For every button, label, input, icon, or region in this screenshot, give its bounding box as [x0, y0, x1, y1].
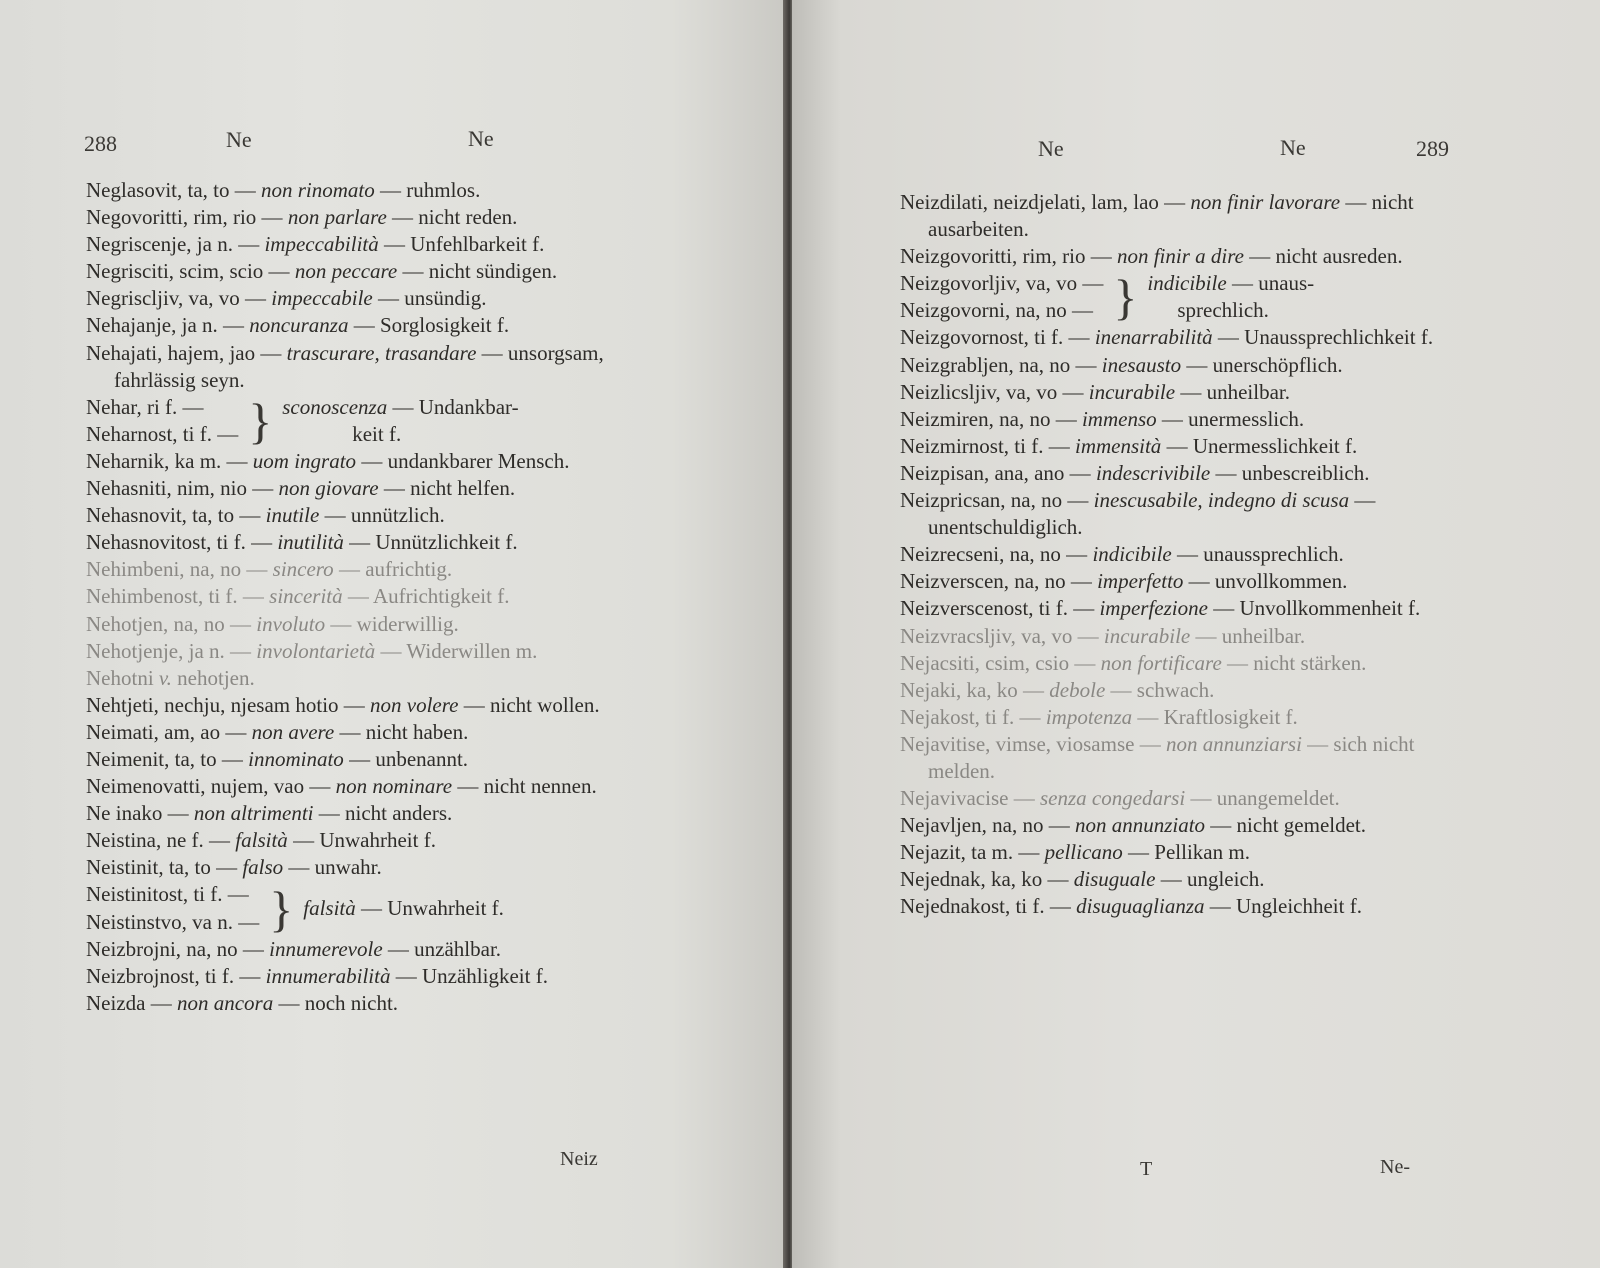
italian-gloss: sincerità — [269, 584, 343, 609]
running-head-right: Ne — [1280, 135, 1306, 160]
italian-gloss: incurabile — [1088, 379, 1176, 404]
italian-gloss: immenso — [1081, 406, 1157, 431]
dictionary-entry — [86, 448, 660, 475]
german-gloss: — unentschuldiglich. — [928, 488, 1376, 540]
dictionary-entry — [900, 324, 1480, 351]
german-gloss: — Sorglosigkeit f. — [353, 313, 510, 338]
entry-headword: Neizverscenost, ti f. — — [900, 596, 1095, 621]
dictionary-entries — [900, 189, 1480, 921]
dictionary-entry — [900, 785, 1480, 812]
brace-icon: } — [269, 880, 294, 937]
entry-headword: Nehotni — [86, 665, 154, 690]
dictionary-entry — [86, 583, 660, 610]
german-gloss: — Undankbar- — [392, 394, 519, 419]
entry-headword: Neimati, am, ao — — [86, 719, 247, 744]
italian-gloss: inesausto — [1101, 352, 1182, 377]
italian-gloss: uom ingrato — [252, 448, 357, 473]
entry-headword: Neharnost, ti f. — — [86, 421, 239, 446]
german-gloss: — Unermesslichkeit f. — [1166, 433, 1358, 458]
german-gloss: — nicht haben. — [339, 719, 469, 744]
italian-gloss: senza congedarsi — [1039, 786, 1186, 811]
entry-headword: Nehimbeni, na, no — — [86, 557, 268, 582]
dictionary-entry — [86, 665, 660, 692]
entry-headword: Negriscenje, ja n. — — [86, 232, 260, 257]
german-gloss: — widerwillig. — [330, 611, 459, 636]
italian-gloss: falso — [242, 855, 284, 880]
running-head-left: Ne — [226, 127, 252, 152]
italian-gloss: impotenza — [1045, 704, 1133, 729]
page-number: 289 — [1416, 136, 1449, 161]
german-gloss: — unerschöpflich. — [1186, 352, 1343, 377]
italian-gloss: impeccabilità — [264, 232, 379, 257]
italian-gloss: trascurare, trasandare — [286, 340, 477, 365]
left-page — [0, 0, 790, 1268]
italian-gloss: inenarrabilità — [1094, 325, 1213, 350]
entry-headword: Neizbrojnost, ti f. — — [86, 963, 261, 988]
dictionary-entry — [86, 746, 660, 773]
german-gloss: — Unvollkommenheit f. — [1213, 596, 1421, 621]
dictionary-entry — [86, 827, 660, 854]
entry-headword: Nehasniti, nim, nio — — [86, 476, 274, 501]
dictionary-entry — [86, 529, 660, 556]
dictionary-entry — [86, 285, 660, 312]
dictionary-entry — [86, 177, 660, 204]
italian-gloss: sincero — [272, 557, 334, 582]
dictionary-entry — [86, 963, 660, 990]
dictionary-entry — [900, 433, 1480, 460]
running-head-left: Ne — [1038, 136, 1064, 161]
german-gloss: — nicht gemeldet. — [1210, 813, 1367, 838]
italian-gloss: non annunziato — [1074, 813, 1206, 838]
german-gloss: — Widerwillen m. — [380, 638, 538, 663]
running-head-right: Ne — [468, 126, 494, 151]
entry-group-bracketed — [86, 881, 660, 935]
german-gloss: — schwach. — [1110, 677, 1215, 702]
italian-gloss: non annunziarsi — [1165, 731, 1302, 756]
dictionary-entry — [86, 475, 660, 502]
italian-gloss: disuguale — [1073, 867, 1156, 892]
entry-headword: Nehasnovitost, ti f. — — [86, 530, 273, 555]
italian-gloss: sconoscenza — [282, 394, 388, 419]
entry-headword: Nehajanje, ja n. — — [86, 313, 245, 338]
italian-gloss: pellicano — [1044, 840, 1123, 865]
german-gloss: — unheilbar. — [1180, 379, 1290, 404]
entry-headword: Nehotjen, na, no — — [86, 611, 252, 636]
entry-headword: Neizbrojni, na, no — — [86, 936, 264, 961]
dictionary-entry — [900, 623, 1480, 650]
german-gloss: — nicht nennen. — [457, 774, 597, 799]
italian-gloss: involontarietà — [256, 638, 376, 663]
dictionary-entry — [86, 502, 660, 529]
dictionary-entry — [86, 719, 660, 746]
dictionary-entry — [86, 611, 660, 638]
entry-headword: Nejednak, ka, ko — — [900, 867, 1069, 892]
german-gloss: — unnützlich. — [324, 503, 445, 528]
entry-headword: Neharnik, ka m. — — [86, 448, 248, 473]
entry-headword: Neizpricsan, na, no — — [900, 488, 1089, 513]
italian-gloss: indescrivibile — [1095, 460, 1211, 485]
italian-gloss: inutilità — [277, 530, 344, 555]
catchword: Ne- — [1380, 1156, 1410, 1178]
german-gloss: — nicht anders. — [318, 801, 453, 826]
page-number: 288 — [84, 131, 117, 156]
dictionary-entry — [86, 692, 660, 719]
dictionary-entry — [86, 231, 660, 258]
right-page — [792, 0, 1600, 1268]
german-gloss: — unsündig. — [377, 286, 487, 311]
german-gloss: — unwahr. — [288, 855, 382, 880]
german-gloss: — aufrichtig. — [338, 557, 453, 582]
italian-gloss: involuto — [256, 611, 326, 636]
german-gloss: sprechlich. — [1177, 298, 1269, 323]
german-gloss: — unsorgsam, fahrlässig seyn. — [114, 340, 604, 392]
dictionary-entry — [86, 854, 660, 881]
dictionary-entry — [900, 866, 1480, 893]
entry-headword: Nehajati, hajem, jao — — [86, 340, 282, 365]
entry-headword: Neizmiren, na, no — — [900, 406, 1077, 431]
italian-gloss: inutile — [265, 503, 320, 528]
entry-headword: Neizvracsljiv, va, vo — — [900, 623, 1099, 648]
entry-headword: Nejavljen, na, no — — [900, 813, 1070, 838]
italian-gloss: falsità — [303, 895, 356, 920]
catchword: Neiz — [560, 1148, 598, 1170]
german-gloss: — Unaussprechlichkeit f. — [1217, 325, 1434, 350]
german-gloss: — unbenannt. — [349, 746, 469, 771]
entry-headword: Neistinstvo, va n. — — [86, 909, 260, 934]
entry-headword: Negriscljiv, va, vo — — [86, 286, 267, 311]
italian-gloss: non avere — [251, 719, 335, 744]
german-gloss: keit f. — [352, 421, 402, 446]
german-gloss: — nicht ausreden. — [1249, 244, 1403, 269]
entry-headword: Negrisciti, scim, scio — — [86, 259, 290, 284]
entry-headword: Nehar, ri f. — — [86, 394, 204, 419]
german-gloss: — Unwahrheit f. — [361, 895, 504, 920]
entry-headword: Neizgovorljiv, va, vo — — [900, 271, 1104, 296]
entry-headword: Nehasnovit, ta, to — — [86, 503, 261, 528]
italian-gloss: debole — [1049, 677, 1106, 702]
german-gloss: — unermesslich. — [1161, 406, 1305, 431]
entry-headword: Neglasovit, ta, to — — [86, 178, 256, 202]
german-gloss: — nicht ausarbeiten. — [928, 190, 1414, 242]
entry-headword: Nejednakost, ti f. — — [900, 894, 1071, 919]
italian-gloss: innumerevole — [269, 936, 383, 961]
entry-headword: Neistina, ne f. — — [86, 828, 231, 853]
entry-headword: Neizverscen, na, no — — [900, 569, 1092, 594]
italian-gloss: indicibile — [1092, 542, 1172, 567]
entry-headword: Nejavitise, vimse, viosamse — — [900, 731, 1161, 756]
italian-gloss: non finir lavorare — [1190, 190, 1341, 214]
entry-headword: Nehimbenost, ti f. — — [86, 584, 264, 609]
dictionary-entry — [86, 936, 660, 963]
german-gloss: — nicht wollen. — [463, 692, 600, 717]
dictionary-entry — [900, 731, 1480, 785]
italian-gloss: non giovare — [278, 476, 379, 501]
entry-headword: Nehotjenje, ja n. — — [86, 638, 252, 663]
german-gloss: — Unwahrheit f. — [293, 828, 436, 853]
german-gloss: — noch nicht. — [278, 990, 399, 1015]
entry-headword: Neizpisan, ana, ano — — [900, 460, 1091, 485]
entry-headword: Nehtjeti, nechju, njesam hotio — — [86, 692, 365, 717]
entry-headword: Neistinitost, ti f. — — [86, 882, 249, 907]
dictionary-entries — [86, 177, 660, 1017]
italian-gloss: innominato — [248, 746, 344, 771]
dictionary-entry — [900, 812, 1480, 839]
italian-gloss: v. — [158, 665, 172, 690]
dictionary-entry — [900, 406, 1480, 433]
italian-gloss: disuguaglianza — [1076, 894, 1205, 919]
italian-gloss: immensità — [1074, 433, 1162, 458]
italian-gloss: incurabile — [1103, 623, 1191, 648]
german-gloss: — Unfehlbarkeit f. — [384, 232, 545, 257]
italian-gloss: noncuranza — [249, 313, 349, 338]
dictionary-entry — [86, 204, 660, 231]
italian-gloss: imperfezione — [1099, 596, 1208, 621]
dictionary-entry — [900, 541, 1480, 568]
german-gloss: — ruhmlos. — [380, 178, 481, 202]
entry-headword: Nejavivacise — — [900, 786, 1035, 811]
dictionary-entry — [86, 556, 660, 583]
entry-headword: Ne inako — — [86, 801, 189, 826]
dictionary-entry — [900, 650, 1480, 677]
dictionary-entry — [86, 258, 660, 285]
german-gloss: — Unzähligkeit f. — [395, 963, 548, 988]
dictionary-entry — [900, 460, 1480, 487]
italian-gloss: non ancora — [176, 990, 274, 1015]
german-gloss: — unbescreiblich. — [1215, 460, 1370, 485]
german-gloss: — undankbarer Mensch. — [361, 448, 570, 473]
dictionary-entry — [900, 893, 1480, 920]
dictionary-entry — [900, 487, 1480, 541]
dictionary-entry — [86, 990, 660, 1017]
entry-headword: Neizgrabljen, na, no — — [900, 352, 1097, 377]
italian-gloss: innumerabilità — [265, 963, 391, 988]
italian-gloss: non fortificare — [1100, 650, 1222, 675]
dictionary-entry — [86, 773, 660, 800]
entry-headword: Neistinit, ta, to — — [86, 855, 238, 880]
entry-headword: Neizgovorni, na, no — — [900, 298, 1094, 323]
entry-headword: Nejazit, ta m. — — [900, 840, 1040, 865]
entry-headword: Nejacsiti, csim, csio — — [900, 650, 1096, 675]
german-gloss: — unaussprechlich. — [1177, 542, 1344, 567]
german-gloss: — ungleich. — [1160, 867, 1265, 892]
italian-gloss: non altrimenti — [193, 801, 314, 826]
german-gloss: — sich nicht melden. — [928, 731, 1415, 783]
entry-headword: Neizdilati, neizdjelati, lam, lao — — [900, 190, 1186, 214]
signature-mark: T — [1140, 1158, 1153, 1180]
german-gloss: — unaus- — [1231, 271, 1315, 296]
brace-icon: } — [248, 392, 273, 449]
dictionary-entry — [900, 189, 1480, 243]
italian-gloss: non volere — [370, 692, 459, 717]
dictionary-entry — [900, 379, 1480, 406]
german-gloss: — nicht reden. — [392, 205, 518, 230]
italian-gloss: non nominare — [335, 774, 453, 799]
german-gloss: nehotjen. — [177, 665, 255, 690]
dictionary-entry — [86, 312, 660, 339]
italian-gloss: non rinomato — [260, 178, 375, 202]
entry-headword: Negovoritti, rim, rio — — [86, 205, 283, 230]
italian-gloss: imperfetto — [1097, 569, 1184, 594]
brace-icon: } — [1113, 269, 1138, 326]
german-gloss: — Kraftlosigkeit f. — [1137, 704, 1298, 729]
dictionary-entry — [900, 839, 1480, 866]
dictionary-entry — [86, 638, 660, 665]
german-gloss: — unangemeldet. — [1190, 786, 1340, 811]
dictionary-entry — [900, 595, 1480, 622]
entry-headword: Neimenovatti, nujem, vao — — [86, 774, 331, 799]
entry-headword: Nejakost, ti f. — — [900, 704, 1041, 729]
italian-gloss: indicibile — [1147, 271, 1227, 296]
entry-headword: Neizlicsljiv, va, vo — — [900, 379, 1084, 404]
german-gloss: — nicht sündigen. — [402, 259, 558, 284]
italian-gloss: falsità — [235, 828, 288, 853]
german-gloss: — nicht stärken. — [1227, 650, 1367, 675]
german-gloss: — unvollkommen. — [1188, 569, 1348, 594]
italian-gloss: non finir a dire — [1116, 244, 1244, 269]
dictionary-entry — [900, 677, 1480, 704]
entry-headword: Neizmirnost, ti f. — — [900, 433, 1070, 458]
dictionary-entry — [86, 340, 660, 394]
german-gloss: — nicht helfen. — [383, 476, 516, 501]
entry-group-bracketed — [86, 394, 660, 448]
dictionary-entry — [900, 243, 1480, 270]
german-gloss: — Ungleichheit f. — [1209, 894, 1362, 919]
german-gloss: — unheilbar. — [1195, 623, 1306, 648]
italian-gloss: non peccare — [294, 259, 398, 284]
german-gloss: — unzählbar. — [387, 936, 502, 961]
dictionary-entry — [86, 800, 660, 827]
entry-group-bracketed — [900, 270, 1480, 324]
entry-headword: Neizgovoritti, rim, rio — — [900, 244, 1112, 269]
dictionary-entry — [900, 704, 1480, 731]
german-gloss: — Unnützlichkeit f. — [349, 530, 518, 555]
entry-headword: Neizrecseni, na, no — — [900, 542, 1088, 567]
italian-gloss: impeccabile — [271, 286, 373, 311]
dictionary-entry — [900, 568, 1480, 595]
entry-headword: Nejaki, ka, ko — — [900, 677, 1045, 702]
dictionary-entry — [900, 352, 1480, 379]
entry-headword: Neimenit, ta, to — — [86, 746, 243, 771]
entry-headword: Neizda — — [86, 990, 172, 1015]
entry-headword: Neizgovornost, ti f. — — [900, 325, 1090, 350]
italian-gloss: inescusabile, indegno di scusa — [1093, 488, 1350, 513]
german-gloss: — Aufrichtigkeit f. — [347, 584, 510, 609]
italian-gloss: non parlare — [287, 205, 387, 230]
german-gloss: — Pellikan m. — [1128, 840, 1250, 865]
